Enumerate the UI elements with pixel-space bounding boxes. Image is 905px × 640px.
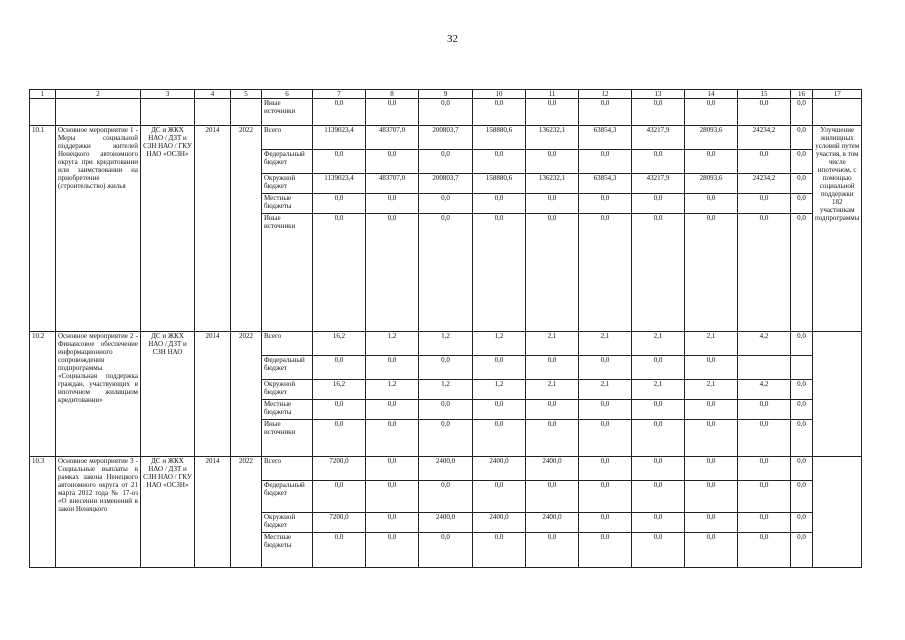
value-cell: 0,0 (791, 380, 813, 400)
table-row (30, 457, 862, 481)
value-cell: 28093,6 (685, 126, 738, 150)
value-cell: 0,0 (632, 194, 685, 214)
activity-result (813, 332, 862, 457)
value-cell: 0,0 (791, 420, 813, 457)
value-cell: 0,0 (632, 481, 685, 513)
value-cell: 0,0 (685, 513, 738, 533)
value-cell: 4,2 (738, 380, 791, 400)
value-cell: 16,2 (313, 332, 366, 356)
value-cell: 0,0 (791, 457, 813, 481)
value-cell: 0,0 (738, 214, 791, 332)
value-cell: 0,0 (366, 214, 419, 332)
value-cell: 2,1 (685, 332, 738, 356)
column-number: 10 (473, 90, 526, 99)
value-cell: 0,0 (419, 481, 473, 513)
activity-executor: ДС и ЖКХ НАО / ДЗТ и СЗН НАО / ГКУ НАО «ОСЗН» (141, 457, 195, 568)
value-cell: 0,0 (366, 481, 419, 513)
value-cell: 0,0 (473, 400, 526, 420)
value-cell: 0,0 (313, 356, 366, 380)
value-cell: 0,0 (579, 420, 632, 457)
value-cell: 0,0 (313, 150, 366, 174)
source-cell: Иные источники (262, 214, 313, 332)
value-cell: 2,1 (579, 380, 632, 400)
value-cell: 0,0 (685, 150, 738, 174)
column-number-row (30, 90, 862, 99)
value-cell: 0,0 (366, 356, 419, 380)
value-cell: 0,0 (419, 420, 473, 457)
value-cell: 0,0 (685, 533, 738, 568)
source-cell: Всего (262, 457, 313, 481)
value-cell: 0,0 (685, 194, 738, 214)
value-cell: 0,0 (632, 533, 685, 568)
value-cell: 0,0 (791, 400, 813, 420)
value-cell: 0,0 (685, 481, 738, 513)
value-cell: 0,0 (579, 533, 632, 568)
value-cell: 1,2 (473, 332, 526, 356)
value-cell: 0,0 (526, 194, 579, 214)
value-cell: 0,0 (366, 150, 419, 174)
column-number: 12 (579, 90, 632, 99)
source-cell: Окружной бюджет (262, 513, 313, 533)
value-cell: 0,0 (419, 400, 473, 420)
value-cell: 1,2 (419, 380, 473, 400)
column-number: 9 (419, 90, 473, 99)
value-cell: 0,0 (473, 420, 526, 457)
value-cell: 0,0 (579, 150, 632, 174)
value-cell: 0,0 (738, 99, 791, 126)
source-cell: Местные бюджеты (262, 533, 313, 568)
table-row (30, 332, 862, 356)
activity-end-year: 2022 (231, 332, 262, 457)
value-cell: 0,0 (791, 481, 813, 513)
value-cell: 0,0 (366, 513, 419, 533)
value-cell: 0,0 (791, 214, 813, 332)
value-cell: 0,0 (419, 214, 473, 332)
value-cell: 0,0 (632, 513, 685, 533)
activity-result (813, 457, 862, 568)
value-cell: 0,0 (791, 533, 813, 568)
value-cell: 0,0 (526, 150, 579, 174)
value-cell: 0,0 (685, 356, 738, 380)
column-number: 15 (738, 90, 791, 99)
value-cell: 0,0 (738, 194, 791, 214)
empty-cell (56, 99, 141, 126)
source-cell: Всего (262, 332, 313, 356)
value-cell: 0,0 (791, 99, 813, 126)
value-cell: 0,0 (473, 481, 526, 513)
value-cell: 7200,0 (313, 513, 366, 533)
value-cell: 0,0 (791, 126, 813, 150)
source-cell: Иные источники (262, 420, 313, 457)
table-row (30, 126, 862, 150)
value-cell: 0,0 (791, 194, 813, 214)
value-cell: 0,0 (473, 150, 526, 174)
value-cell: 0,0 (419, 356, 473, 380)
value-cell: 0,0 (526, 214, 579, 332)
value-cell: 200803,7 (419, 174, 473, 194)
value-cell: 0,0 (366, 400, 419, 420)
value-cell: 2,1 (579, 332, 632, 356)
value-cell: 0,0 (579, 214, 632, 332)
value-cell: 0,0 (419, 150, 473, 174)
value-cell: 0,0 (526, 481, 579, 513)
value-cell: 0,0 (579, 457, 632, 481)
value-cell: 158880,6 (473, 126, 526, 150)
column-number: 14 (685, 90, 738, 99)
empty-cell (195, 99, 231, 126)
value-cell: 16,2 (313, 380, 366, 400)
value-cell (791, 356, 813, 380)
value-cell: 2400,0 (419, 457, 473, 481)
value-cell: 0,0 (579, 194, 632, 214)
value-cell: 0,0 (632, 420, 685, 457)
value-cell: 0,0 (313, 420, 366, 457)
value-cell: 4,2 (738, 332, 791, 356)
activity-end-year: 2022 (231, 126, 262, 332)
value-cell: 0,0 (313, 481, 366, 513)
column-number: 5 (231, 90, 262, 99)
value-cell: 2400,0 (526, 513, 579, 533)
value-cell: 43217,9 (632, 126, 685, 150)
value-cell: 0,0 (579, 481, 632, 513)
activity-name: Основное мероприятие 1 - Меры социальной поддержки жителей Ненецкого автономного округа при кредитовании или заимствовании на приобретение (строительство) жилья (56, 126, 141, 332)
value-cell: 158880,6 (473, 174, 526, 194)
source-cell: Местные бюджеты (262, 194, 313, 214)
column-number: 8 (366, 90, 419, 99)
value-cell: 1,2 (366, 380, 419, 400)
empty-cell (231, 99, 262, 126)
value-cell: 0,0 (791, 332, 813, 356)
activity-start-year: 2014 (195, 457, 231, 568)
value-cell: 0,0 (473, 99, 526, 126)
value-cell: 2,1 (632, 332, 685, 356)
source-cell: Окружной бюджет (262, 174, 313, 194)
value-cell: 43217,9 (632, 174, 685, 194)
source-cell: Окружной бюджет (262, 380, 313, 400)
activity-executor: ДС и ЖКХ НАО / ДЗТ и СЗН НАО / ГКУ НАО «ОСЗН» (141, 126, 195, 332)
value-cell: 0,0 (632, 150, 685, 174)
value-cell: 0,0 (473, 214, 526, 332)
value-cell: 2400,0 (419, 513, 473, 533)
activity-number: 10.3 (30, 457, 56, 568)
value-cell: 0,0 (366, 420, 419, 457)
value-cell: 2,1 (526, 380, 579, 400)
value-cell: 0,0 (526, 99, 579, 126)
source-cell: Местные бюджеты (262, 400, 313, 420)
source-cell: Всего (262, 126, 313, 150)
column-number: 2 (56, 90, 141, 99)
table-row (30, 99, 862, 126)
value-cell: 2,1 (526, 332, 579, 356)
value-cell: 0,0 (738, 457, 791, 481)
value-cell: 483707,0 (366, 126, 419, 150)
value-cell: 0,0 (579, 99, 632, 126)
value-cell: 0,0 (313, 533, 366, 568)
value-cell: 0,0 (685, 420, 738, 457)
value-cell: 63854,3 (579, 174, 632, 194)
value-cell (738, 356, 791, 380)
value-cell: 0,0 (313, 214, 366, 332)
value-cell: 0,0 (738, 400, 791, 420)
activity-name: Основное мероприятие 2 - Финансовое обеспечение информационного сопровождения подпрограммы «Социальная поддержка граждан, участвующих в ипотечном жилищном кредитовании» (56, 332, 141, 457)
value-cell: 0,0 (366, 457, 419, 481)
value-cell: 0,0 (473, 194, 526, 214)
value-cell: 0,0 (738, 533, 791, 568)
value-cell: 7200,0 (313, 457, 366, 481)
value-cell: 0,0 (366, 533, 419, 568)
value-cell: 1,2 (366, 332, 419, 356)
column-number: 13 (632, 90, 685, 99)
value-cell: 0,0 (791, 150, 813, 174)
empty-cell (141, 99, 195, 126)
value-cell: 1,2 (419, 332, 473, 356)
column-number: 7 (313, 90, 366, 99)
value-cell: 0,0 (473, 533, 526, 568)
value-cell: 24234,2 (738, 126, 791, 150)
budget-table (29, 89, 862, 568)
value-cell: 0,0 (526, 533, 579, 568)
column-number: 11 (526, 90, 579, 99)
value-cell: 2400,0 (526, 457, 579, 481)
value-cell: 2,1 (685, 380, 738, 400)
value-cell: 0,0 (632, 214, 685, 332)
column-number: 1 (30, 90, 56, 99)
value-cell: 1139023,4 (313, 174, 366, 194)
value-cell: 2400,0 (473, 513, 526, 533)
value-cell: 0,0 (526, 356, 579, 380)
empty-cell (30, 99, 56, 126)
activity-end-year: 2022 (231, 457, 262, 568)
activity-executor: ДС и ЖКХ НАО / ДЗТ и СЗН НАО (141, 332, 195, 457)
value-cell: 0,0 (313, 400, 366, 420)
value-cell: 1139023,4 (313, 126, 366, 150)
value-cell: 0,0 (419, 194, 473, 214)
value-cell: 0,0 (738, 513, 791, 533)
value-cell: 0,0 (366, 194, 419, 214)
value-cell: 200803,7 (419, 126, 473, 150)
table-body (30, 90, 862, 568)
value-cell: 0,0 (526, 420, 579, 457)
value-cell: 0,0 (579, 400, 632, 420)
page-number: 32 (447, 33, 458, 45)
value-cell: 0,0 (366, 99, 419, 126)
source-cell: Федеральный бюджет (262, 481, 313, 513)
value-cell: 0,0 (738, 420, 791, 457)
column-number: 3 (141, 90, 195, 99)
value-cell: 0,0 (791, 513, 813, 533)
value-cell: 0,0 (632, 457, 685, 481)
value-cell: 0,0 (632, 99, 685, 126)
activity-result: Улучшение жилищных условий путем участия, в том числе ипотечном, с помощью социальной поддержки 182 участникам подпрограммы (813, 126, 862, 332)
value-cell: 28093,6 (685, 174, 738, 194)
value-cell: 0,0 (419, 99, 473, 126)
value-cell: 0,0 (313, 99, 366, 126)
source-cell: Федеральный бюджет (262, 356, 313, 380)
column-number: 16 (791, 90, 813, 99)
value-cell: 0,0 (685, 457, 738, 481)
value-cell: 63854,3 (579, 126, 632, 150)
value-cell: 0,0 (313, 194, 366, 214)
value-cell: 2400,0 (473, 457, 526, 481)
value-cell: 0,0 (738, 481, 791, 513)
value-cell: 0,0 (685, 214, 738, 332)
value-cell: 0,0 (419, 533, 473, 568)
activity-start-year: 2014 (195, 332, 231, 457)
value-cell: 2,1 (632, 380, 685, 400)
result-cell (813, 99, 862, 126)
value-cell: 136232,1 (526, 174, 579, 194)
value-cell: 24234,2 (738, 174, 791, 194)
value-cell: 483707,0 (366, 174, 419, 194)
value-cell: 0,0 (685, 99, 738, 126)
value-cell: 0,0 (632, 400, 685, 420)
value-cell: 0,0 (738, 150, 791, 174)
activity-number: 10.1 (30, 126, 56, 332)
value-cell: 0,0 (579, 513, 632, 533)
column-number: 6 (262, 90, 313, 99)
activity-name: Основное мероприятие 3 - Социальные выплаты в рамках закона Ненецкого автономного округа от 21 марта 2012 года № 17-оз «О внесении изменений в закон Ненецкого (56, 457, 141, 568)
source-cell: Иные источники (262, 99, 313, 126)
value-cell: 136232,1 (526, 126, 579, 150)
value-cell: 0,0 (473, 356, 526, 380)
value-cell: 0,0 (632, 356, 685, 380)
value-cell: 0,0 (685, 400, 738, 420)
value-cell: 1,2 (473, 380, 526, 400)
column-number: 4 (195, 90, 231, 99)
value-cell: 0,0 (526, 400, 579, 420)
source-cell: Федеральный бюджет (262, 150, 313, 174)
activity-number: 10.2 (30, 332, 56, 457)
value-cell: 0,0 (579, 356, 632, 380)
activity-start-year: 2014 (195, 126, 231, 332)
value-cell: 0,0 (791, 174, 813, 194)
column-number: 17 (813, 90, 862, 99)
